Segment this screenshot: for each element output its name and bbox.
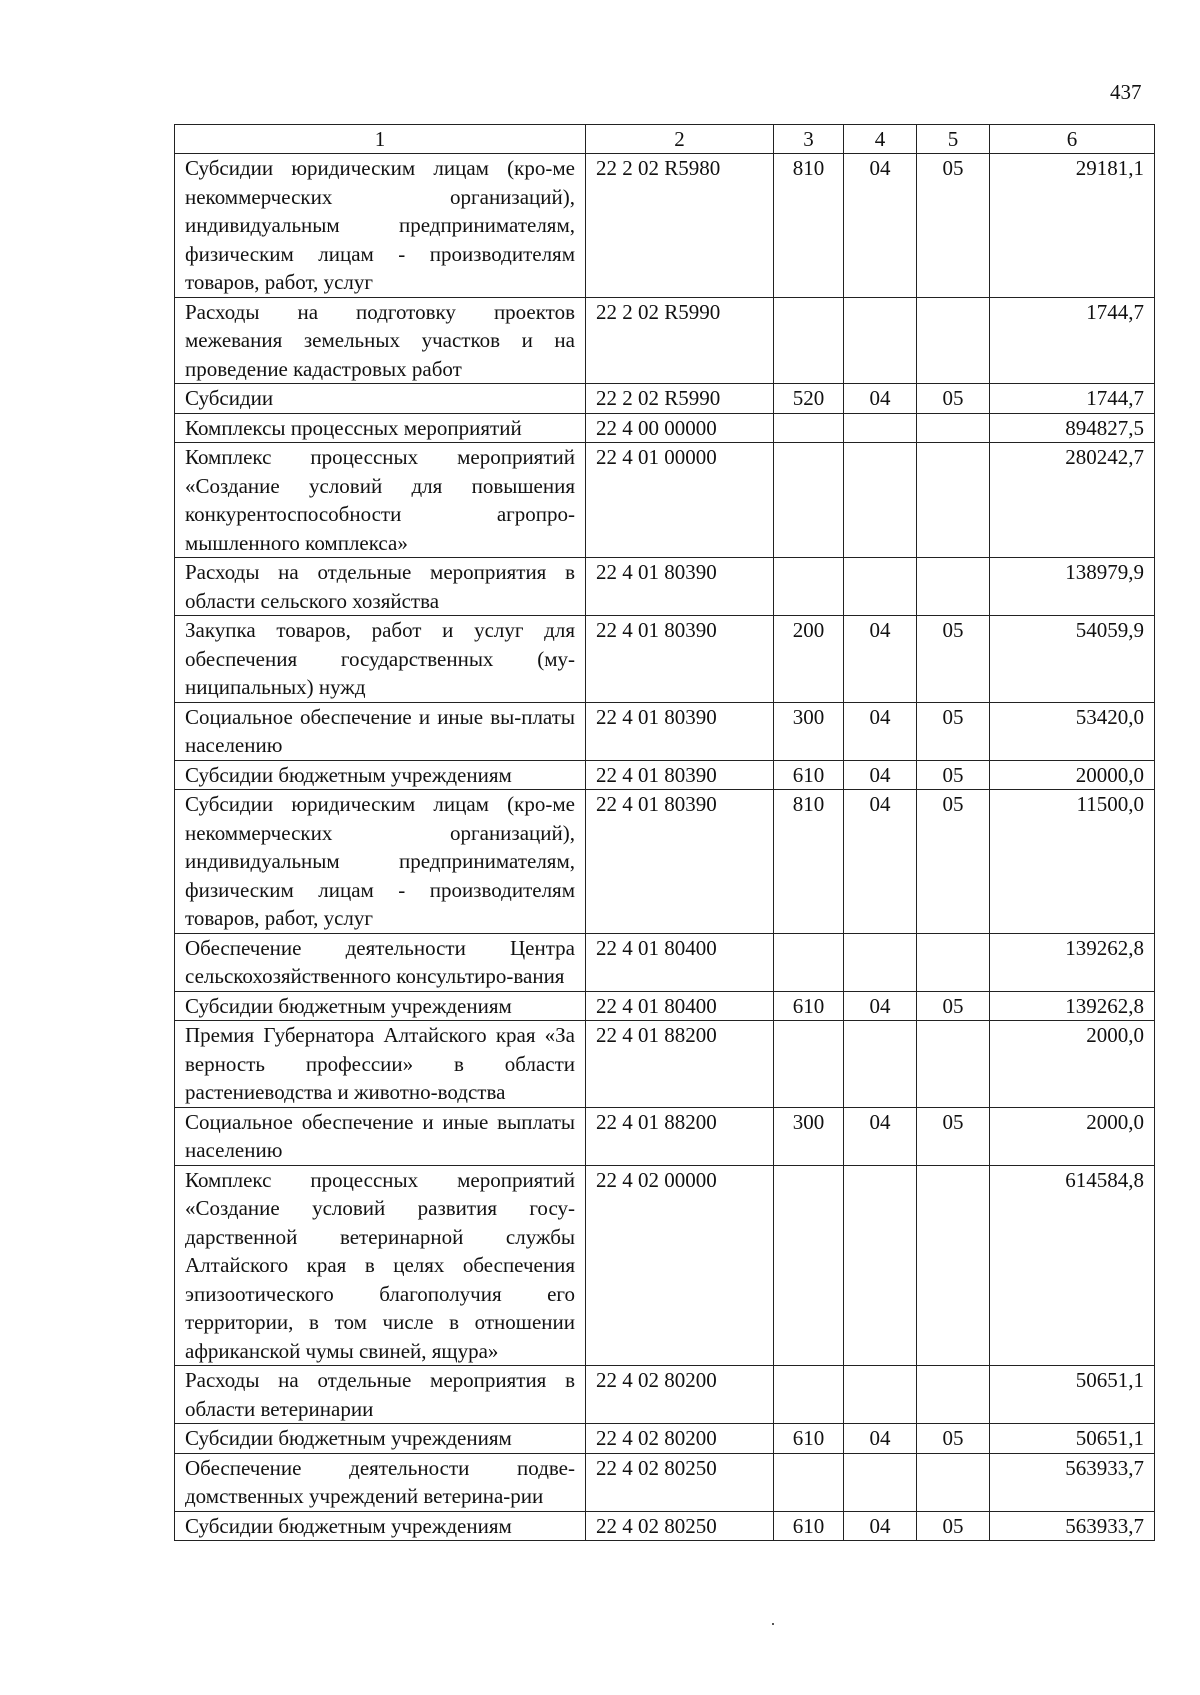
expense-type (774, 297, 844, 384)
expense-type: 200 (774, 616, 844, 703)
table-row (175, 154, 1155, 298)
budget-table (174, 124, 1155, 1541)
header-row (175, 125, 1155, 154)
table-row (175, 1424, 1155, 1454)
column-header: 5 (917, 125, 990, 154)
section (844, 1366, 917, 1424)
amount: 280242,7 (990, 443, 1155, 558)
column-header: 2 (586, 125, 774, 154)
item-name: Субсидии юридическим лицам (кро-ме некоммерческих организаций), индивидуальным предпринимателям, физическим лицам - производителям товаров, работ, услуг (175, 154, 586, 298)
amount: 2000,0 (990, 1021, 1155, 1108)
amount: 2000,0 (990, 1107, 1155, 1165)
subsection (917, 1453, 990, 1511)
column-header: 4 (844, 125, 917, 154)
expense-type: 810 (774, 154, 844, 298)
subsection: 05 (917, 384, 990, 414)
table-row (175, 991, 1155, 1021)
table-row (175, 413, 1155, 443)
subsection (917, 443, 990, 558)
budget-code: 22 4 02 80200 (586, 1424, 774, 1454)
amount: 138979,9 (990, 558, 1155, 616)
subsection (917, 933, 990, 991)
expense-type (774, 1165, 844, 1366)
table-row (175, 297, 1155, 384)
budget-code: 22 4 01 80390 (586, 702, 774, 760)
section: 04 (844, 991, 917, 1021)
budget-code: 22 4 01 88200 (586, 1021, 774, 1108)
item-name: Комплекс процессных мероприятий «Создание условий для повышения конкурентоспособности агропро-мышленного комплекса» (175, 443, 586, 558)
amount: 29181,1 (990, 154, 1155, 298)
amount: 894827,5 (990, 413, 1155, 443)
subsection: 05 (917, 790, 990, 934)
budget-code: 22 4 00 00000 (586, 413, 774, 443)
expense-type (774, 413, 844, 443)
item-name: Субсидии бюджетным учреждениям (175, 1424, 586, 1454)
item-name: Комплексы процессных мероприятий (175, 413, 586, 443)
item-name: Расходы на отдельные мероприятия в области ветеринарии (175, 1366, 586, 1424)
subsection: 05 (917, 760, 990, 790)
amount: 563933,7 (990, 1453, 1155, 1511)
subsection: 05 (917, 702, 990, 760)
item-name: Субсидии бюджетным учреждениям (175, 1511, 586, 1541)
budget-code: 22 4 01 80390 (586, 760, 774, 790)
amount: 563933,7 (990, 1511, 1155, 1541)
item-name: Обеспечение деятельности подве-домственных учреждений ветерина-рии (175, 1453, 586, 1511)
table-row (175, 558, 1155, 616)
subsection: 05 (917, 1511, 990, 1541)
item-name: Социальное обеспечение и иные вы-платы населению (175, 702, 586, 760)
amount: 1744,7 (990, 297, 1155, 384)
budget-code: 22 4 02 80250 (586, 1453, 774, 1511)
table-row (175, 702, 1155, 760)
section (844, 297, 917, 384)
budget-code: 22 2 02 R5990 (586, 297, 774, 384)
item-name: Расходы на отдельные мероприятия в области сельского хозяйства (175, 558, 586, 616)
expense-type (774, 933, 844, 991)
section (844, 443, 917, 558)
subsection: 05 (917, 1424, 990, 1454)
item-name: Закупка товаров, работ и услуг для обеспечения государственных (му-ниципальных) нужд (175, 616, 586, 703)
item-name: Премия Губернатора Алтайского края «За верность профессии» в области растениеводства и животно-водства (175, 1021, 586, 1108)
expense-type: 810 (774, 790, 844, 934)
budget-code: 22 4 01 80390 (586, 790, 774, 934)
section (844, 933, 917, 991)
budget-code: 22 4 01 00000 (586, 443, 774, 558)
column-header: 1 (175, 125, 586, 154)
page-number: 437 (1110, 80, 1142, 104)
subsection (917, 1165, 990, 1366)
section: 04 (844, 1107, 917, 1165)
amount: 53420,0 (990, 702, 1155, 760)
expense-type: 300 (774, 1107, 844, 1165)
section: 04 (844, 154, 917, 298)
subsection: 05 (917, 1107, 990, 1165)
budget-code: 22 4 02 80250 (586, 1511, 774, 1541)
expense-type (774, 1453, 844, 1511)
expense-type: 610 (774, 760, 844, 790)
subsection (917, 1021, 990, 1108)
amount: 54059,9 (990, 616, 1155, 703)
budget-code: 22 4 01 80400 (586, 991, 774, 1021)
table-row (175, 933, 1155, 991)
expense-type (774, 1366, 844, 1424)
section (844, 1453, 917, 1511)
section (844, 1165, 917, 1366)
table-row (175, 616, 1155, 703)
amount: 50651,1 (990, 1424, 1155, 1454)
expense-type (774, 558, 844, 616)
table-row (175, 1453, 1155, 1511)
section (844, 1021, 917, 1108)
table-row (175, 1021, 1155, 1108)
item-name: Комплекс процессных мероприятий «Создание условий развития госу-дарственной ветеринарной службы Алтайского края в целях обеспечения эпизоотического благополучия его территории, в том числе в отношении африканской чумы свиней, ящура» (175, 1165, 586, 1366)
expense-type (774, 1021, 844, 1108)
subsection (917, 1366, 990, 1424)
budget-code: 22 4 01 88200 (586, 1107, 774, 1165)
item-name: Обеспечение деятельности Центра сельскохозяйственного консультиро-вания (175, 933, 586, 991)
section: 04 (844, 790, 917, 934)
expense-type: 610 (774, 1511, 844, 1541)
item-name: Субсидии (175, 384, 586, 414)
section: 04 (844, 760, 917, 790)
amount: 614584,8 (990, 1165, 1155, 1366)
budget-code: 22 2 02 R5980 (586, 154, 774, 298)
scan-speck (772, 1623, 774, 1625)
amount: 11500,0 (990, 790, 1155, 934)
table-row (175, 1366, 1155, 1424)
item-name: Субсидии юридическим лицам (кро-ме некоммерческих организаций), индивидуальным предпринимателям, физическим лицам - производителям товаров, работ, услуг (175, 790, 586, 934)
subsection (917, 413, 990, 443)
item-name: Субсидии бюджетным учреждениям (175, 991, 586, 1021)
column-header: 3 (774, 125, 844, 154)
item-name: Субсидии бюджетным учреждениям (175, 760, 586, 790)
budget-code: 22 4 01 80400 (586, 933, 774, 991)
table-row (175, 443, 1155, 558)
section (844, 558, 917, 616)
amount: 20000,0 (990, 760, 1155, 790)
budget-code: 22 4 02 00000 (586, 1165, 774, 1366)
budget-code: 22 4 01 80390 (586, 558, 774, 616)
expense-type: 610 (774, 991, 844, 1021)
item-name: Социальное обеспечение и иные выплаты населению (175, 1107, 586, 1165)
table-row (175, 760, 1155, 790)
amount: 1744,7 (990, 384, 1155, 414)
budget-code: 22 4 02 80200 (586, 1366, 774, 1424)
amount: 139262,8 (990, 991, 1155, 1021)
section: 04 (844, 702, 917, 760)
table-row (175, 1107, 1155, 1165)
budget-code: 22 2 02 R5990 (586, 384, 774, 414)
table-row (175, 1165, 1155, 1366)
subsection: 05 (917, 616, 990, 703)
table-row (175, 384, 1155, 414)
section: 04 (844, 384, 917, 414)
expense-type (774, 443, 844, 558)
item-name: Расходы на подготовку проектов межевания земельных участков и на проведение кадастровых работ (175, 297, 586, 384)
section: 04 (844, 1511, 917, 1541)
expense-type: 520 (774, 384, 844, 414)
amount: 50651,1 (990, 1366, 1155, 1424)
budget-code: 22 4 01 80390 (586, 616, 774, 703)
expense-type: 300 (774, 702, 844, 760)
subsection (917, 297, 990, 384)
section: 04 (844, 616, 917, 703)
subsection: 05 (917, 991, 990, 1021)
amount: 139262,8 (990, 933, 1155, 991)
section (844, 413, 917, 443)
table-row (175, 1511, 1155, 1541)
column-header: 6 (990, 125, 1155, 154)
subsection: 05 (917, 154, 990, 298)
subsection (917, 558, 990, 616)
section: 04 (844, 1424, 917, 1454)
expense-type: 610 (774, 1424, 844, 1454)
table-row (175, 790, 1155, 934)
